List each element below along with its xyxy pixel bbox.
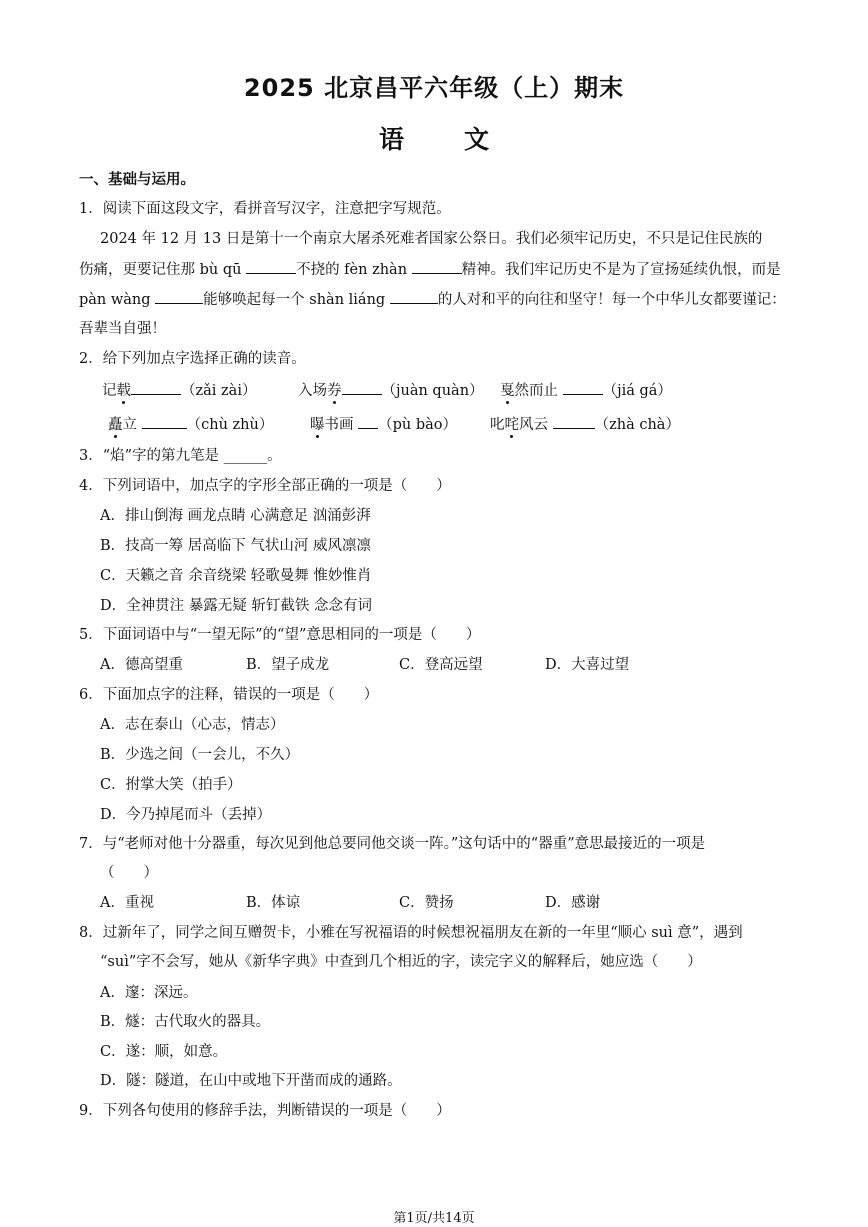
- q3-stem: 3．“焰”字的第九笔是 ______。: [79, 448, 282, 464]
- answer-blank[interactable]: [412, 259, 462, 274]
- q7-option-b: B．体谅: [246, 895, 301, 911]
- q2-item-jiaran: 戛然而止 （jiá gá）: [500, 380, 672, 401]
- q1-para-line4: 吾辈当自强！: [79, 321, 166, 337]
- q1-para-line1: 2024 年 12 月 13 日是第十一个南京大屠杀死难者国家公祭日。我们必须牢记历史，不只是记住民族的: [100, 231, 763, 247]
- q6-stem: 6．下面加点字的注释，错误的一项是（ ）: [79, 687, 379, 703]
- q6-option-b: B．少选之间（一会儿，不久）: [100, 747, 300, 763]
- q7-option-d: D．感谢: [545, 895, 601, 911]
- subject-title: [0, 120, 868, 156]
- q8-stem-line1: 8．过新年了，同学之间互赠贺卡，小雅在写祝福语的时候想祝福朋友在新的一年里“顺心 suì 意”，遇到: [79, 925, 743, 941]
- q4-option-a: A．排山倒海 画龙点睛 心满意足 汹涌彭湃: [100, 508, 371, 524]
- q8-stem-line2: “suì”字不会写，她从《新华字典》中查到几个相近的字，读完字义的解释后，她应选（ ）: [100, 954, 702, 970]
- subject-char-1: 语: [378, 125, 404, 154]
- q9-stem: 9．下列各句使用的修辞手法，判断错误的一项是（ ）: [79, 1103, 451, 1119]
- answer-blank[interactable]: [390, 289, 438, 304]
- answer-blank[interactable]: [155, 289, 203, 304]
- q5-stem: 5．下面词语中与“一望无际”的“望”意思相同的一项是（ ）: [79, 627, 481, 643]
- exam-title: 2025 北京昌平六年级（上）期末: [243, 74, 625, 102]
- answer-blank[interactable]: [553, 414, 595, 429]
- subject-char-2: 文: [464, 125, 490, 154]
- q7-answer-paren: （ ）: [100, 865, 158, 881]
- q8-option-d: D．隧：隧道，在山中或地下开凿而成的通路。: [100, 1073, 402, 1089]
- answer-blank[interactable]: [142, 414, 187, 429]
- answer-blank[interactable]: [131, 380, 181, 395]
- q2-stem: 2．给下列加点字选择正确的读音。: [79, 351, 306, 367]
- q2-item-pushuhua: 曝书画 （pù bào）: [310, 414, 457, 435]
- answer-blank[interactable]: [563, 380, 603, 395]
- q5-option-b: B．望子成龙: [246, 657, 330, 673]
- q8-option-a: A．邃：深远。: [100, 985, 198, 1001]
- q2-item-chizha: 叱咤风云 （zhà chà）: [490, 414, 680, 435]
- q4-option-c: C．天籁之音 余音绕梁 轻歌曼舞 惟妙惟肖: [100, 568, 372, 584]
- section-heading: 一、基础与运用。: [79, 171, 195, 188]
- page-number: 第1页/共14页: [393, 1211, 475, 1226]
- q4-option-d: D．全神贯注 暴露无疑 斩钉截铁 念念有词: [100, 598, 372, 614]
- q7-option-a: A．重视: [100, 895, 154, 911]
- q1-stem: 1．阅读下面这段文字，看拼音写汉字，注意把字写规范。: [79, 201, 451, 217]
- q7-option-c: C．赞扬: [399, 895, 454, 911]
- q4-stem: 4．下列词语中，加点字的字形全部正确的一项是（ ）: [79, 478, 451, 494]
- q8-option-b: B．燧：古代取火的器具。: [100, 1014, 271, 1030]
- q5-option-d: D．大喜过望: [545, 657, 630, 673]
- q6-option-c: C．拊掌大笑（拍手）: [100, 777, 242, 793]
- q2-item-jizai: 记载 （zǎi zài）: [102, 380, 256, 401]
- q8-option-c: C．遂：顺，如意。: [100, 1044, 228, 1060]
- q6-option-a: A．志在泰山（心志，情志）: [100, 717, 285, 733]
- answer-blank[interactable]: [342, 380, 382, 395]
- q1-para-line2: 伤痛，更要记住那 bù qū 不挠的 fèn zhàn 精神。我们牢记历史不是为了宣扬延续仇恨，而是: [79, 259, 781, 280]
- answer-blank[interactable]: [358, 414, 378, 429]
- q1-para-line3: pàn wàng 能够唤起每一个 shàn liáng 的人对和平的向往和坚守！每一个中华儿女都要谨记：: [79, 289, 786, 310]
- q5-option-c: C．登高远望: [399, 657, 483, 673]
- q2-item-chuli: 矗立 （chù zhù）: [108, 414, 273, 435]
- q2-item-ruchangquan: 入场券 （juàn quàn）: [298, 380, 484, 401]
- q5-option-a: A．德高望重: [100, 657, 183, 673]
- answer-blank[interactable]: [246, 259, 296, 274]
- q4-option-b: B．技高一筹 居高临下 气状山河 威风凛凛: [100, 538, 371, 554]
- q7-stem: 7．与“老师对他十分器重，每次见到他总要同他交谈一阵。”这句话中的“器重”意思最接近的一项是: [79, 836, 706, 852]
- q6-option-d: D．今乃掉尾而斗（丢掉）: [100, 807, 272, 823]
